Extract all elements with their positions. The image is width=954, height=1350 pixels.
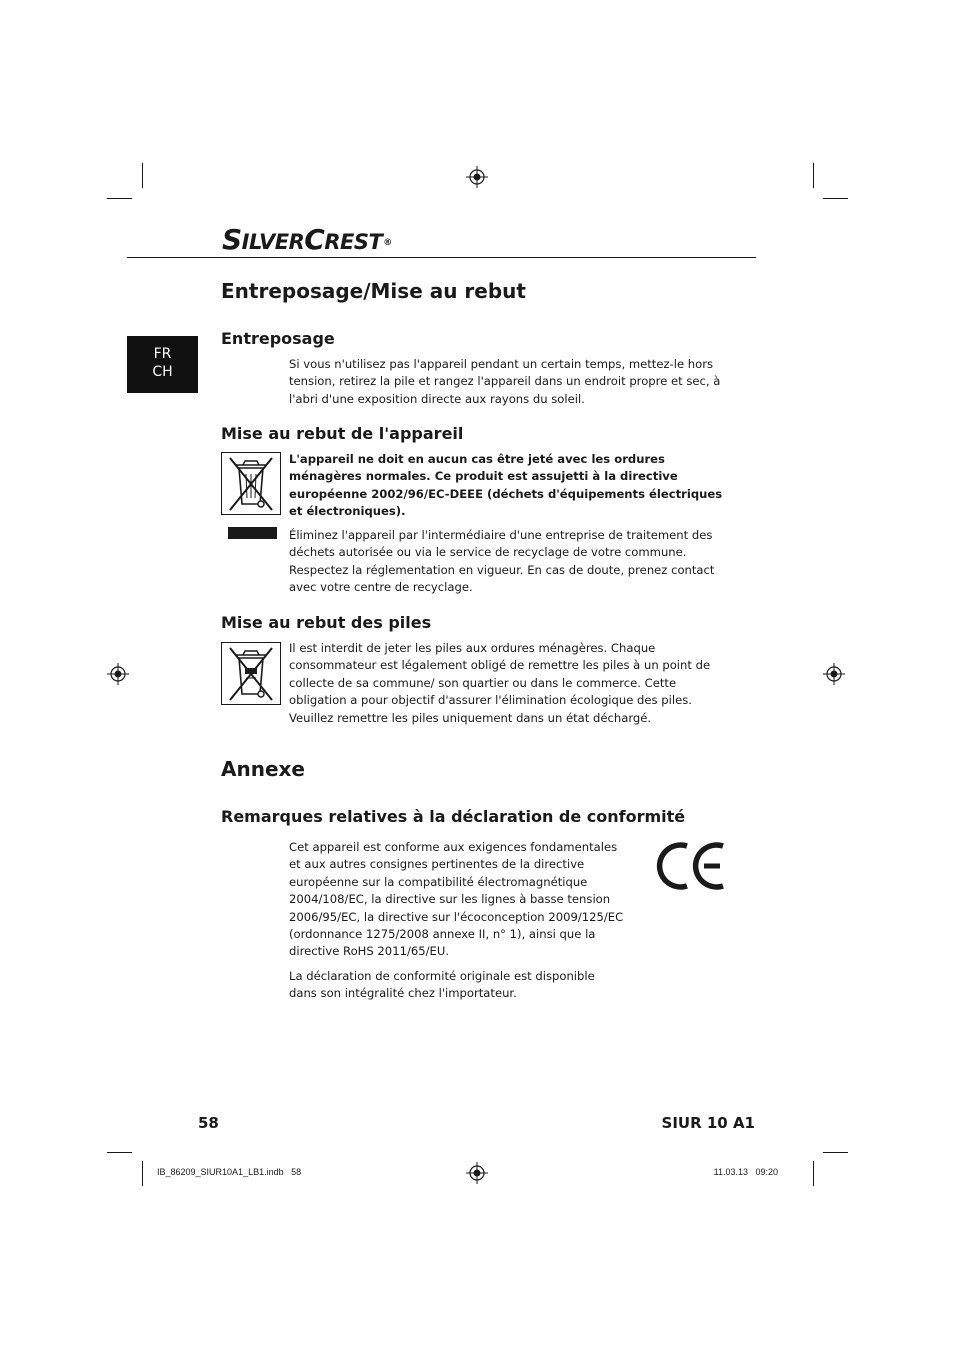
annex-text-1: Cet appareil est conforme aux exigences fondamentales et aux autres consignes pertinentes de la directive européenne sur la compatibilité électromagnétique 2004/108/EC, la directive sur les lignes à basse tension 2006/95/EC, la directive sur l'écoconception 2009/125/EC (ordonnance 1275/2008 annexe II, n° 1), ainsi que la directive RoHS 2011/65/EU. (289, 840, 624, 959)
crop-mark (142, 163, 143, 188)
crop-mark (107, 1152, 132, 1153)
crop-mark (813, 163, 814, 188)
weee-bar (228, 527, 277, 539)
crop-mark (823, 198, 848, 199)
print-slug-file: IB_86209_SIUR10A1_LB1.indb 58 (157, 1167, 302, 1177)
ce-mark-icon (656, 840, 728, 892)
crossed-out-wheelie-bin-icon (221, 452, 281, 515)
language-tab (127, 336, 198, 393)
annex-heading: Remarques relatives à la déclaration de conformité (221, 807, 686, 826)
annex-text-2: La déclaration de conformité originale est disponible dans son intégralité chez l'importateur. (289, 969, 595, 1001)
brand-logo: SILVERCREST® (222, 223, 392, 256)
annex-title: Annexe (221, 757, 305, 781)
registration-mark-icon (107, 663, 129, 685)
section-heading-device-disposal: Mise au rebut de l'appareil (221, 424, 464, 443)
section-heading-storage: Entreposage (221, 329, 335, 348)
page-title: Entreposage/Mise au rebut (221, 279, 526, 303)
model-name: SIUR 10 A1 (661, 1114, 755, 1132)
page-number: 58 (198, 1114, 219, 1132)
registration-mark-icon (823, 663, 845, 685)
crop-mark (813, 1161, 814, 1186)
battery-disposal-text: Il est interdit de jeter les piles aux ordures ménagères. Chaque consommateur est légalement obligé de remettre les piles à un point de collecte de sa commune/ son quartier ou dans le commerce. Cette obligation a pour objectif d'assurer l'élimination écologique des piles. Veuillez remettre les piles uniquement dans un état déchargé. (289, 641, 711, 725)
crop-mark (142, 1161, 143, 1186)
crop-mark (823, 1152, 848, 1153)
print-slug-date: 11.03.13 09:20 (713, 1167, 778, 1177)
crossed-out-battery-bin-icon (221, 642, 281, 705)
section-heading-battery-disposal: Mise au rebut des piles (221, 613, 432, 632)
crop-mark (107, 198, 132, 199)
header-rule (127, 257, 756, 258)
device-disposal-warning: L'appareil ne doit en aucun cas être jeté avec les ordures ménagères normales. Ce produit est assujetti à la directive européenne 2002/96/EC-DEEE (déchets d'équipements électriques et électroniques). (289, 452, 723, 519)
registration-mark-icon (466, 166, 488, 188)
storage-text: Si vous n'utilisez pas l'appareil pendant un certain temps, mettez-le hors tension, retirez la pile et rangez l'appareil dans un endroit propre et sec, à l'abri d'une exposition directe aux rayons du soleil. (289, 357, 721, 406)
device-disposal-text: Éliminez l'appareil par l'intermédiaire d'une entreprise de traitement des déchets autorisée ou via le service de recyclage de votre commune. Respectez la réglementation en vigueur. En cas de doute, prenez contact avec votre centre de recyclage. (289, 528, 715, 595)
language-code-fr: FR (153, 346, 172, 362)
language-code-ch: CH (152, 364, 173, 380)
registration-mark-icon (466, 1162, 488, 1184)
